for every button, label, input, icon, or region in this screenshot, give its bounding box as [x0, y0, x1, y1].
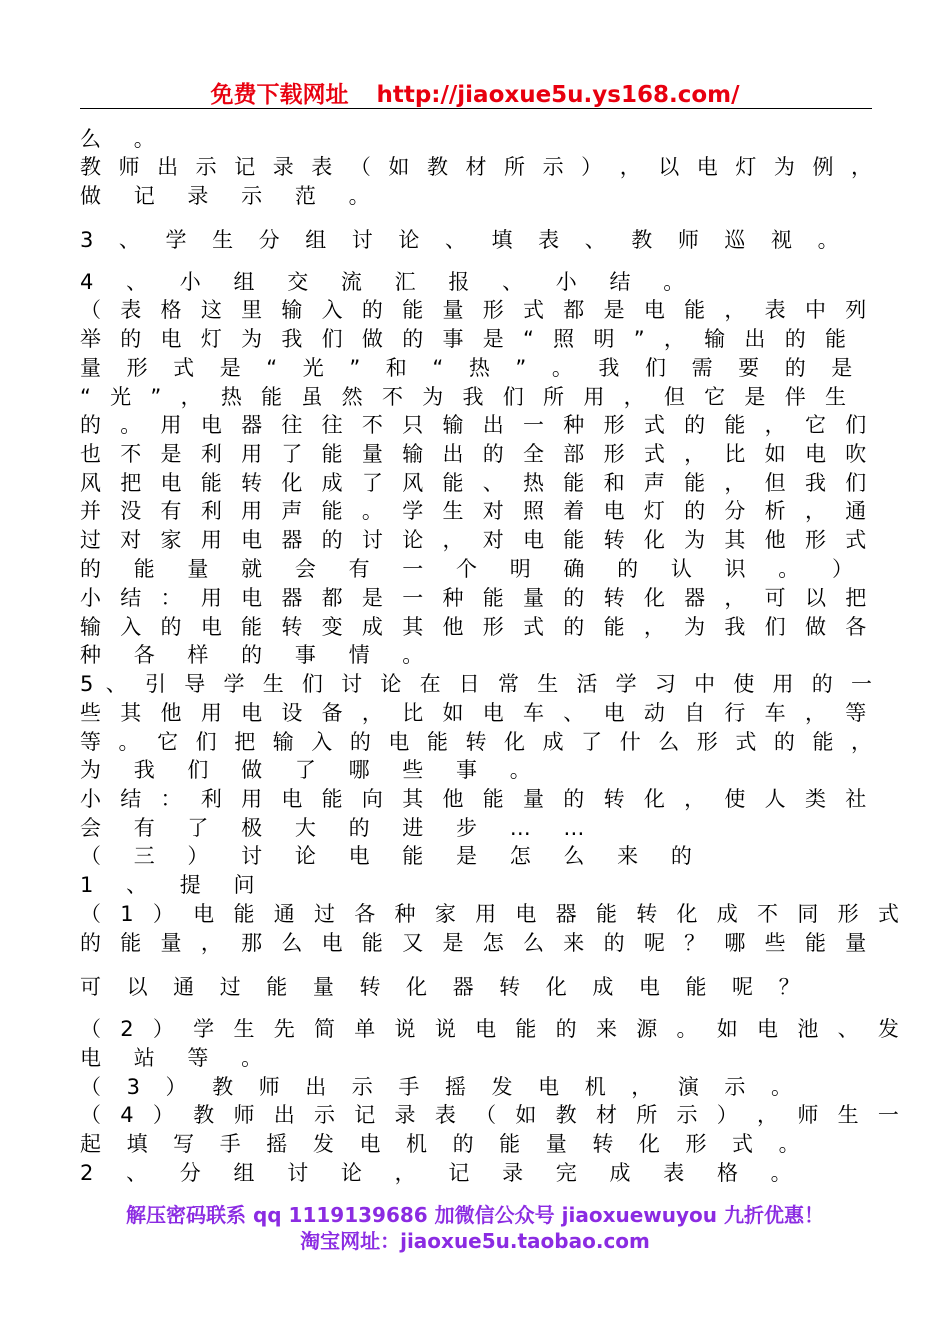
text-line: 5 、 引 导 学 生 们 讨 论 在 日 常 生 活 学 习 中 使 用 的 一 — [80, 672, 872, 696]
header-divider — [80, 108, 872, 109]
text-line: （ 4 ） 教 师 出 示 记 录 表 （ 如 教 材 所 示 ） ， 师 生 一 — [80, 1103, 906, 1127]
text-line: 量 形 式 是 “ 光 ” 和 “ 热 ” 。 我 们 需 要 的 是 — [80, 356, 862, 380]
text-line: 会 有 了 极 大 的 进 步 … … — [80, 816, 598, 840]
text-line: 举 的 电 灯 为 我 们 做 的 事 是 “ 照 明 ” ， 输 出 的 能 — [80, 327, 853, 351]
text-line: （ 3 ） 教 师 出 示 手 摇 发 电 机 ， 演 示 。 — [80, 1075, 802, 1099]
text-line: 的 能 量 就 会 有 一 个 明 确 的 认 识 。 ） — [80, 557, 867, 581]
text-line: 做 记 录 示 范 。 — [80, 184, 383, 208]
text-line: 为 我 们 做 了 哪 些 事 。 — [80, 758, 544, 782]
text-line: 过 对 家 用 电 器 的 讨 论 ， 对 电 能 转 化 为 其 他 形 式 — [80, 528, 873, 552]
text-line: 种 各 样 的 事 情 。 — [80, 643, 437, 667]
text-line: 等 。 它 们 把 输 入 的 电 能 转 化 成 了 什 么 形 式 的 能 ， — [80, 730, 872, 754]
text-line: 2 、 分 组 讨 论 ， 记 录 完 成 表 格 。 — [80, 1161, 805, 1185]
footer-shop-url[interactable]: 淘宝网址：jiaoxue5u.taobao.com — [300, 1229, 650, 1253]
text-line: 可 以 通 过 能 量 转 化 器 转 化 成 电 能 呢 ？ — [80, 975, 810, 999]
text-line: 的 。 用 电 器 往 往 不 只 输 出 一 种 形 式 的 能 ， 它 们 — [80, 413, 873, 437]
text-line: 起 填 写 手 摇 发 电 机 的 能 量 转 化 形 式 。 — [80, 1132, 810, 1156]
text-line: “ 光 ” ， 热 能 虽 然 不 为 我 们 所 用 ， 但 它 是 伴 生 — [80, 385, 853, 409]
header-url[interactable]: http://jiaoxue5u.ys168.com/ — [376, 82, 740, 108]
text-line: 么 。 — [80, 127, 168, 151]
footer-contact: 解压密码联系 qq 1119139686 加微信公众号 jiaoxuewuyou 九折优惠！ — [126, 1203, 824, 1227]
text-line: （ 1 ） 电 能 通 过 各 种 家 用 电 器 能 转 化 成 不 同 形 式 — [80, 902, 906, 926]
text-line: 的 能 量 ， 那 么 电 能 又 是 怎 么 来 的 呢 ？ 哪 些 能 量 — [80, 931, 873, 955]
text-line: 3 、 学 生 分 组 讨 论 、 填 表 、 教 师 巡 视 。 — [80, 228, 849, 252]
text-line: （ 三 ） 讨 论 电 能 是 怎 么 来 的 — [80, 844, 705, 868]
page-header — [0, 76, 950, 109]
text-line: 输 入 的 电 能 转 变 成 其 他 形 式 的 能 ， 为 我 们 做 各 — [80, 615, 873, 639]
text-line: 风 把 电 能 转 化 成 了 风 能 、 热 能 和 声 能 ， 但 我 们 — [80, 471, 873, 495]
text-line: 教 师 出 示 记 录 表 （ 如 教 材 所 示 ） ， 以 电 灯 为 例 ， — [80, 155, 872, 179]
text-line: 1 、 提 问 — [80, 873, 268, 897]
text-line: 小 结 ： 用 电 器 都 是 一 种 能 量 的 转 化 器 ， 可 以 把 — [80, 586, 873, 610]
text-line: 小 结 ： 利 用 电 能 向 其 他 能 量 的 转 化 ， 使 人 类 社 — [80, 787, 873, 811]
header-title: 免费下载网址 — [210, 82, 349, 108]
text-line: 电 站 等 。 — [80, 1046, 276, 1070]
text-line: （ 2 ） 学 生 先 简 单 说 说 电 能 的 来 源 。 如 电 池 、 发 — [80, 1017, 906, 1041]
text-line: 些 其 他 用 电 设 备 ， 比 如 电 车 、 电 动 自 行 车 ， 等 — [80, 701, 873, 725]
text-line: （ 表 格 这 里 输 入 的 能 量 形 式 都 是 电 能 ， 表 中 列 — [80, 298, 873, 322]
text-line: 并 没 有 利 用 声 能 。 学 生 对 照 着 电 灯 的 分 析 ， 通 — [80, 499, 873, 523]
text-line: 4 、 小 组 交 流 汇 报 、 小 结 。 — [80, 270, 698, 294]
text-line: 也 不 是 利 用 了 能 量 输 出 的 全 部 形 式 ， 比 如 电 吹 — [80, 442, 873, 466]
